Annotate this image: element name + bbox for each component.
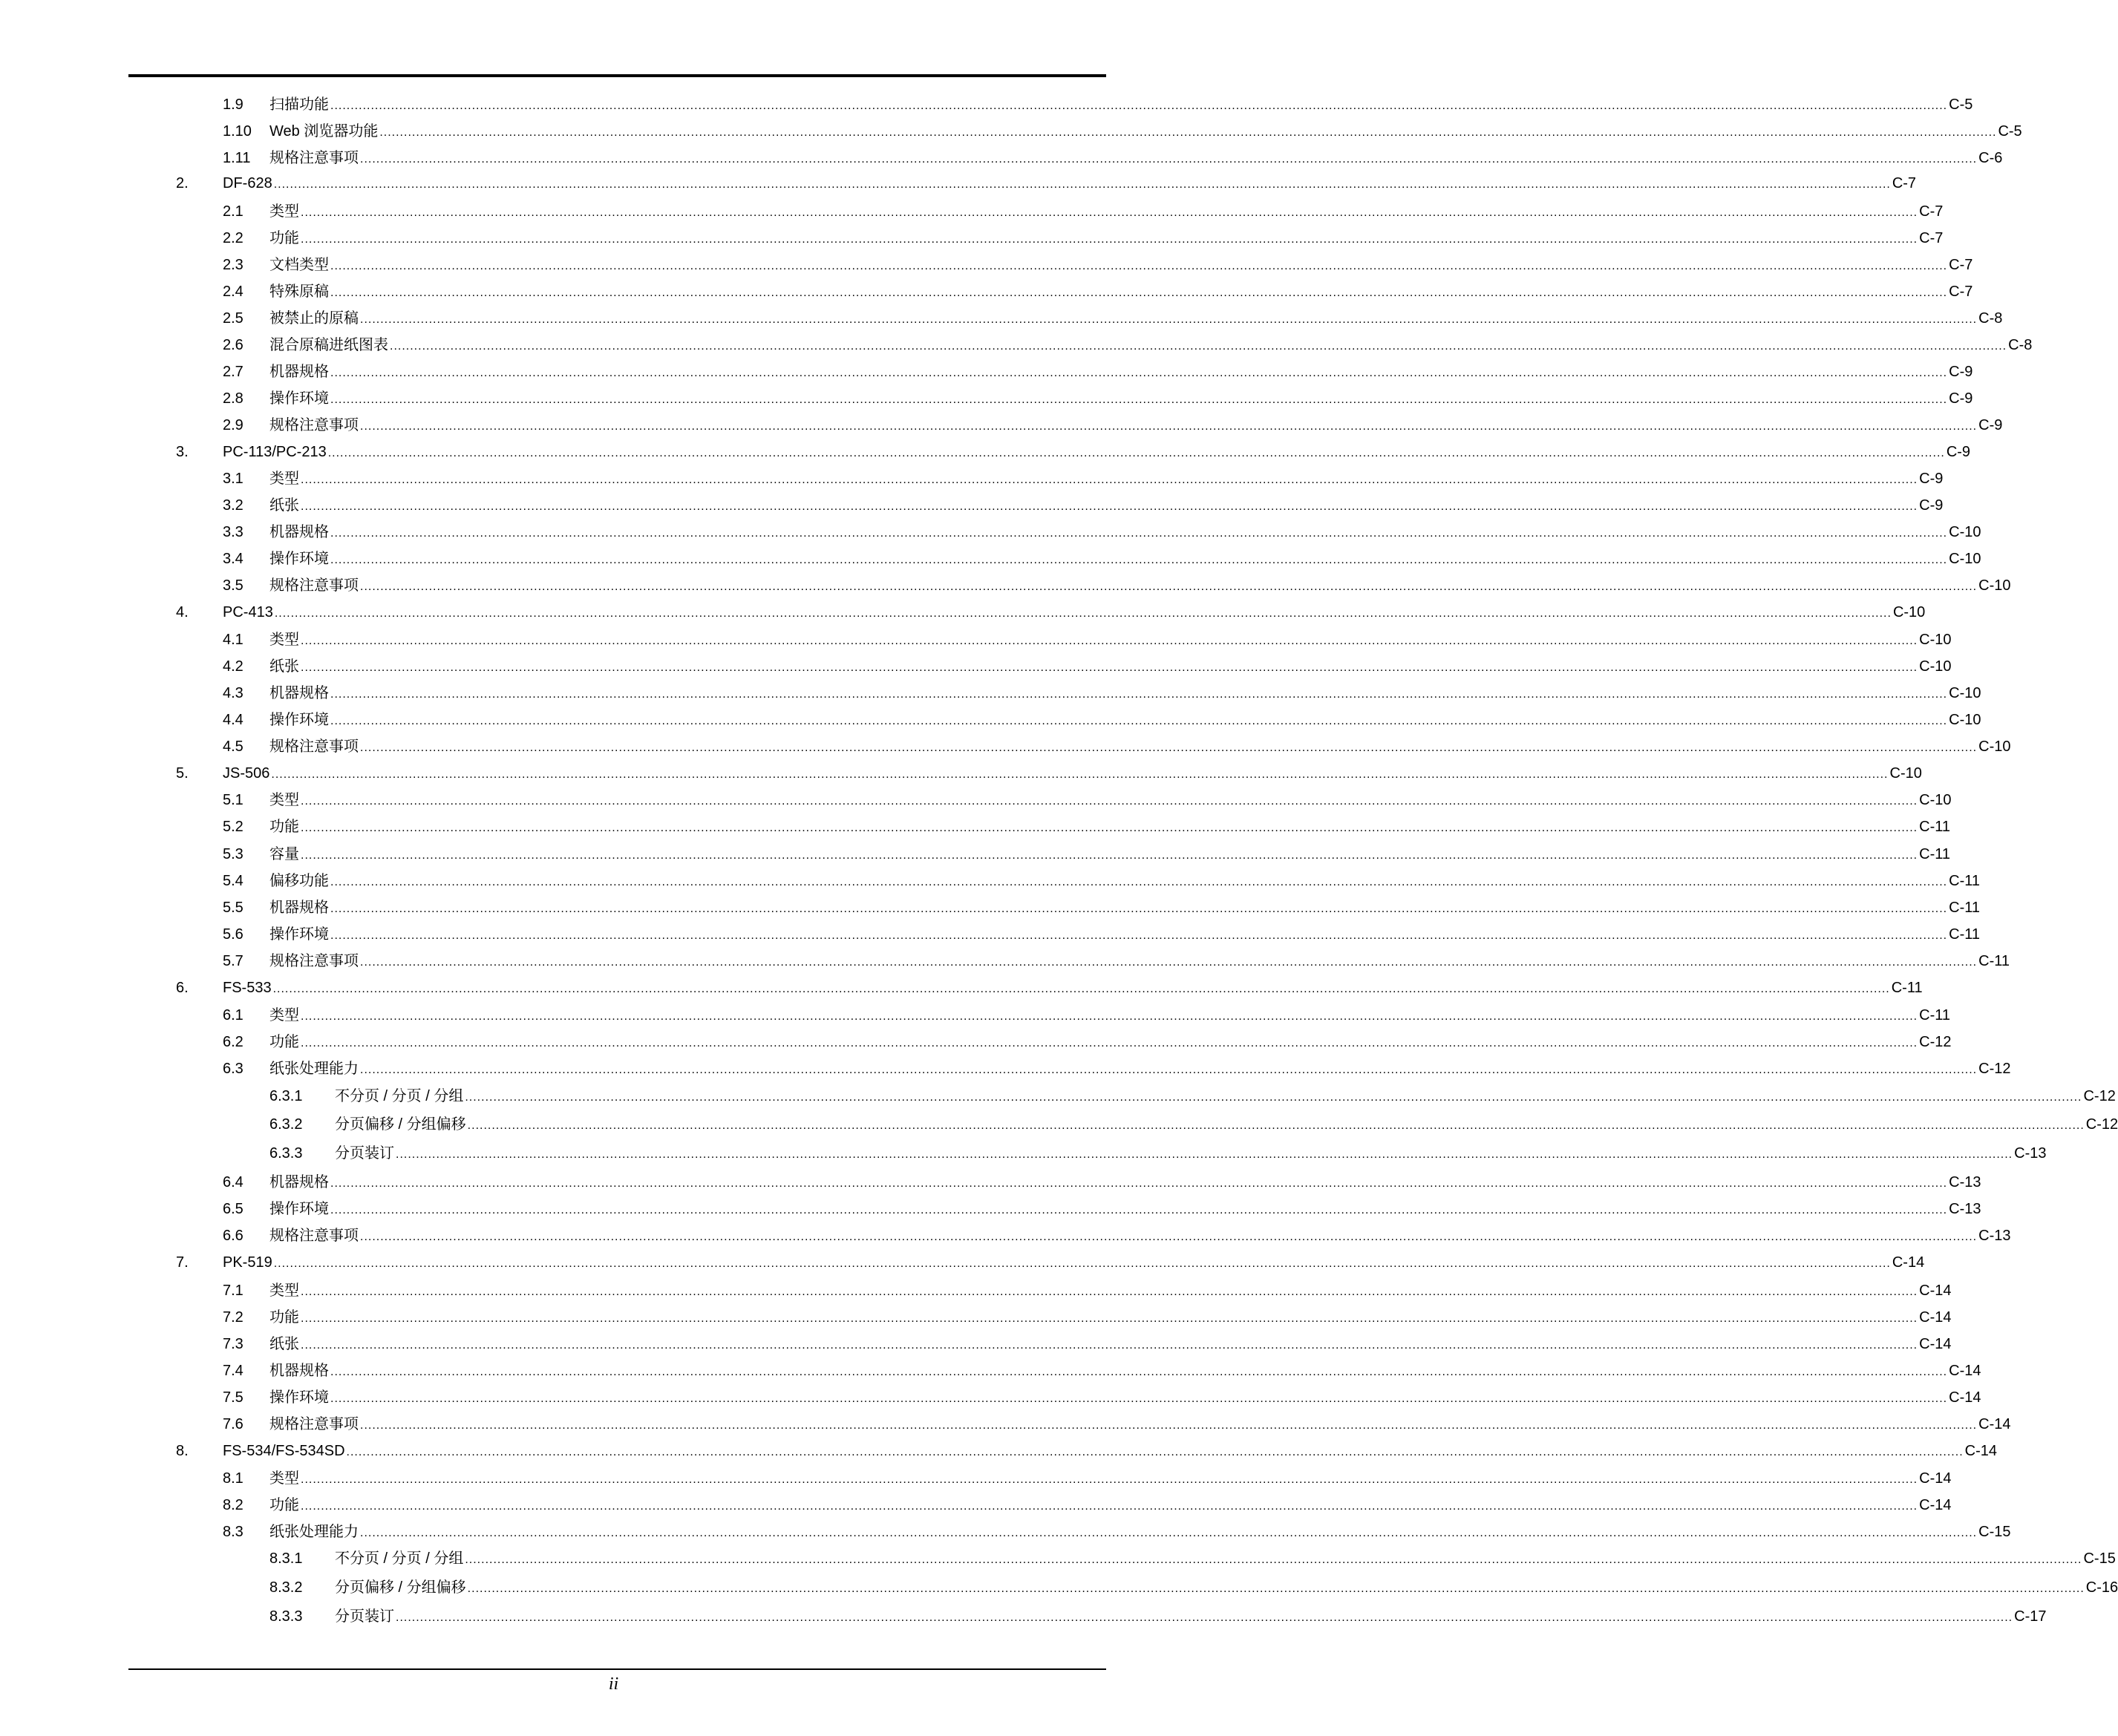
toc-entry-title: 操作环境 — [269, 712, 329, 728]
toc-entry-page: C-11 — [1978, 953, 2010, 969]
toc-entry-title: 特殊原稿 — [269, 284, 329, 300]
dot-leader: ................................................................................................................................................................................................................................................................................................................................................................................................................ — [330, 929, 1948, 942]
toc-entry[interactable] — [223, 897, 1980, 919]
toc-entry-title: 纸张处理能力 — [269, 1524, 359, 1540]
footer-rule — [128, 1668, 1106, 1670]
toc-entry-title: 类型 — [269, 203, 299, 220]
toc-entry-page: C-11 — [1919, 819, 1950, 835]
toc-entry[interactable] — [223, 950, 2010, 972]
toc-entry-number: 6.3 — [223, 1061, 243, 1077]
toc-entry[interactable] — [223, 521, 1981, 543]
dot-leader: ................................................................................................................................................................................................................................................................................................................................................................................................................ — [330, 393, 1948, 406]
toc-entry-title: 功能 — [269, 1497, 299, 1513]
toc-entry-title: PC-413 — [223, 604, 273, 620]
toc-entry-title: 类型 — [269, 1283, 299, 1299]
dot-leader: ................................................................................................................................................................................................................................................................................................................................................................................................................ — [360, 580, 1978, 593]
toc-entry[interactable] — [176, 172, 1917, 194]
toc-entry-number: 2.3 — [223, 257, 243, 273]
toc-entry-title: 类型 — [269, 632, 299, 648]
toc-entry[interactable] — [269, 1605, 2047, 1628]
toc-entry-page: C-10 — [1919, 658, 1952, 675]
toc-entry-page: C-13 — [1949, 1201, 1981, 1217]
dot-leader: ................................................................................................................................................................................................................................................................................................................................................................................................................ — [301, 474, 1918, 486]
toc-entry-title: JS-506 — [223, 765, 270, 782]
toc-entry-title: 操作环境 — [269, 926, 329, 943]
toc-entry-number: 7.5 — [223, 1389, 243, 1406]
toc-entry[interactable] — [223, 816, 1950, 838]
toc-entry-title: 分页偏移 / 分组偏移 — [335, 1579, 466, 1596]
toc-entry[interactable] — [223, 94, 1973, 116]
toc-entry-title: 规格注意事项 — [269, 150, 359, 166]
toc-entry-title: Web 浏览器功能 — [269, 123, 379, 140]
toc-entry-page: C-17 — [2014, 1608, 2047, 1625]
toc-entry[interactable] — [223, 629, 1952, 651]
dot-leader: ................................................................................................................................................................................................................................................................................................................................................................................................................ — [301, 822, 1918, 834]
dot-leader: ................................................................................................................................................................................................................................................................................................................................................................................................................ — [301, 500, 1918, 513]
toc-entry-number: 7.4 — [223, 1363, 243, 1379]
toc-entry-title: 规格注意事项 — [269, 738, 359, 755]
dot-leader: ................................................................................................................................................................................................................................................................................................................................................................................................................ — [301, 1010, 1918, 1023]
toc-entry-number: 6.1 — [223, 1007, 243, 1023]
toc-entry-page: C-8 — [2008, 337, 2033, 353]
toc-entry-page: C-12 — [1978, 1061, 2011, 1077]
toc-entry-number: 7.3 — [223, 1336, 243, 1352]
toc-entry-title: 扫描功能 — [269, 96, 329, 113]
toc-entry-page: C-14 — [1919, 1470, 1952, 1487]
toc-entry-number: 8.3.1 — [269, 1550, 303, 1567]
toc-entry[interactable] — [223, 574, 2011, 597]
toc-entry[interactable] — [223, 1198, 1981, 1220]
toc-entry[interactable] — [176, 1251, 1925, 1274]
toc-entry-title: 规格注意事项 — [269, 1416, 359, 1432]
toc-entry[interactable] — [223, 1360, 1981, 1382]
toc-entry-title: 类型 — [269, 1470, 299, 1487]
toc-entry-page: C-9 — [1978, 417, 2003, 433]
dot-leader: ................................................................................................................................................................................................................................................................................................................................................................................................................ — [301, 1312, 1918, 1325]
toc-entry-page: C-10 — [1889, 765, 1922, 782]
toc-entry-title: 机器规格 — [269, 1174, 329, 1190]
toc-entry-title: PC-113/PC-213 — [223, 444, 327, 460]
dot-leader: ................................................................................................................................................................................................................................................................................................................................................................................................................ — [330, 1204, 1948, 1216]
dot-leader: ................................................................................................................................................................................................................................................................................................................................................................................................................ — [301, 1500, 1918, 1513]
toc-entry[interactable] — [223, 494, 1944, 517]
toc-entry[interactable] — [176, 601, 1926, 623]
toc-entry[interactable] — [223, 1171, 1981, 1193]
dot-leader: ................................................................................................................................................................................................................................................................................................................................................................................................................ — [396, 1611, 2013, 1624]
toc-entry-number: 1.9 — [223, 96, 243, 113]
dot-leader: ................................................................................................................................................................................................................................................................................................................................................................................................................ — [330, 367, 1948, 379]
toc-entry[interactable] — [223, 709, 1981, 731]
toc-entry[interactable] — [223, 120, 2022, 143]
toc-entry-title: 被禁止的原稿 — [269, 310, 359, 327]
toc-entry-page: C-7 — [1919, 203, 1944, 220]
toc-entry-number: 8.2 — [223, 1497, 243, 1513]
toc-entry-title: 类型 — [269, 792, 299, 808]
toc-entry[interactable] — [223, 361, 1973, 383]
toc-entry[interactable] — [223, 307, 2003, 330]
dot-leader: ................................................................................................................................................................................................................................................................................................................................................................................................................ — [360, 313, 1978, 326]
toc-entry-page: C-14 — [1919, 1309, 1952, 1326]
toc-entry-number: 3.3 — [223, 524, 243, 540]
toc-entry-page: C-14 — [1892, 1254, 1925, 1271]
toc-entry-title: 分页装订 — [335, 1608, 394, 1625]
dot-leader: ................................................................................................................................................................................................................................................................................................................................................................................................................ — [271, 768, 1889, 781]
dot-leader: ................................................................................................................................................................................................................................................................................................................................................................................................................ — [396, 1148, 2013, 1161]
toc-entry-number: 5.5 — [223, 900, 243, 916]
toc-entry[interactable] — [223, 1386, 1981, 1409]
toc-entry-page: C-10 — [1949, 551, 1981, 567]
dot-leader: ................................................................................................................................................................................................................................................................................................................................................................................................................ — [330, 99, 1948, 112]
dot-leader: ................................................................................................................................................................................................................................................................................................................................................................................................................ — [360, 1231, 1978, 1243]
toc-entry-number: 2.6 — [223, 337, 243, 353]
toc-entry-page: C-7 — [1949, 284, 1973, 300]
toc-entry-title: 功能 — [269, 230, 299, 246]
toc-entry-number: 5.6 — [223, 926, 243, 943]
toc-entry-number: 5.7 — [223, 953, 243, 969]
toc-entry[interactable] — [223, 1494, 1952, 1516]
toc-entry[interactable] — [223, 923, 1980, 946]
toc-entry-number: 5.3 — [223, 846, 243, 862]
toc-entry-number: 7.1 — [223, 1283, 243, 1299]
dot-leader: ................................................................................................................................................................................................................................................................................................................................................................................................................ — [327, 447, 1945, 459]
toc-entry-number: 4.4 — [223, 712, 243, 728]
toc-entry-title: 机器规格 — [269, 364, 329, 380]
dot-leader: ................................................................................................................................................................................................................................................................................................................................................................................................................ — [301, 661, 1918, 674]
dot-leader: ................................................................................................................................................................................................................................................................................................................................................................................................................ — [301, 1285, 1918, 1298]
dot-leader: ................................................................................................................................................................................................................................................................................................................................................................................................................ — [467, 1582, 2085, 1595]
toc-entry-title: 规格注意事项 — [269, 1228, 359, 1244]
toc-entry-number: 4.2 — [223, 658, 243, 675]
toc-entry-page: C-6 — [1978, 150, 2003, 166]
toc-entry[interactable] — [223, 1004, 1950, 1026]
toc-entry-page: C-10 — [1919, 792, 1952, 808]
toc-entry-page: C-11 — [1891, 980, 1923, 996]
toc-entry-number: 6.6 — [223, 1228, 243, 1244]
toc-entry-title: 操作环境 — [269, 1201, 329, 1217]
dot-leader: ................................................................................................................................................................................................................................................................................................................................................................................................................ — [272, 983, 1890, 995]
toc-entry-page: C-11 — [1919, 1007, 1950, 1023]
toc-entry-number: 1.10 — [223, 123, 252, 140]
toc-entry-page: C-10 — [1949, 712, 1981, 728]
dot-leader: ................................................................................................................................................................................................................................................................................................................................................................................................................ — [330, 1177, 1948, 1190]
toc-entry-number: 7.2 — [223, 1309, 243, 1326]
toc-entry-title: 功能 — [269, 1034, 299, 1050]
toc-entry-page: C-10 — [1919, 632, 1952, 648]
toc-entry[interactable] — [223, 655, 1952, 678]
toc-entry-page: C-15 — [1978, 1524, 2011, 1540]
toc-entry-title: 功能 — [269, 819, 299, 835]
toc-entry-number: 6.3.1 — [269, 1088, 303, 1104]
toc-entry-number: 8.1 — [223, 1470, 243, 1487]
toc-entry-page: C-5 — [1949, 96, 1973, 113]
toc-entry[interactable] — [223, 1031, 1952, 1053]
toc-entry-title: 操作环境 — [269, 551, 329, 567]
toc-entry-page: C-11 — [1919, 846, 1950, 862]
toc-entry-number: 2. — [176, 175, 189, 191]
toc-entry[interactable] — [223, 736, 2011, 758]
toc-entry[interactable] — [223, 789, 1952, 811]
toc-entry[interactable] — [223, 1333, 1952, 1355]
toc-entry[interactable] — [269, 1085, 2116, 1107]
dot-leader: ................................................................................................................................................................................................................................................................................................................................................................................................................ — [301, 1339, 1918, 1352]
toc-entry[interactable] — [223, 1225, 2011, 1247]
toc-entry-page: C-14 — [1919, 1497, 1952, 1513]
toc-entry-page: C-12 — [1919, 1034, 1952, 1050]
toc-entry-number: 2.4 — [223, 284, 243, 300]
toc-entry[interactable] — [176, 762, 1922, 785]
toc-entry[interactable] — [269, 1142, 2047, 1165]
dot-leader: ................................................................................................................................................................................................................................................................................................................................................................................................................ — [301, 1037, 1918, 1049]
dot-leader: ................................................................................................................................................................................................................................................................................................................................................................................................................ — [330, 527, 1948, 540]
toc-entry-page: C-9 — [1949, 364, 1973, 380]
toc-entry[interactable] — [223, 1058, 2011, 1080]
toc-entry-title: 类型 — [269, 1007, 299, 1023]
dot-leader: ................................................................................................................................................................................................................................................................................................................................................................................................................ — [379, 126, 1997, 139]
toc-entry-title: 分页偏移 / 分组偏移 — [335, 1116, 466, 1133]
toc-entry[interactable] — [223, 548, 1981, 570]
toc-entry-page: C-15 — [2083, 1550, 2116, 1567]
dot-leader: ................................................................................................................................................................................................................................................................................................................................................................................................................ — [301, 795, 1918, 808]
toc-entry-title: 文档类型 — [269, 257, 329, 273]
toc-entry-number: 6. — [176, 980, 189, 996]
toc-entry-number: 8.3.3 — [269, 1608, 303, 1625]
toc-entry-page: C-14 — [1964, 1443, 1997, 1459]
toc-entry-page: C-11 — [1949, 873, 1980, 889]
dot-leader: ................................................................................................................................................................................................................................................................................................................................................................................................................ — [301, 233, 1918, 246]
toc-entry-title: 机器规格 — [269, 1363, 329, 1379]
dot-leader: ................................................................................................................................................................................................................................................................................................................................................................................................................ — [465, 1091, 2082, 1104]
toc-entry-title: 分页装订 — [335, 1145, 394, 1162]
toc-entry-number: 4. — [176, 604, 189, 620]
toc-entry-page: C-7 — [1892, 175, 1917, 191]
toc-entry-page: C-9 — [1949, 390, 1973, 407]
toc-entry-number: 7. — [176, 1254, 189, 1271]
toc-entry[interactable] — [269, 1576, 2118, 1599]
toc-entry-page: C-10 — [1978, 738, 2011, 755]
toc-entry-page: C-9 — [1919, 497, 1944, 514]
dot-leader: ................................................................................................................................................................................................................................................................................................................................................................................................................ — [360, 1527, 1978, 1539]
dot-leader: ................................................................................................................................................................................................................................................................................................................................................................................................................ — [465, 1553, 2082, 1566]
toc-entry-number: 3.1 — [223, 471, 243, 487]
toc-entry[interactable] — [223, 1467, 1952, 1490]
toc-entry[interactable] — [223, 414, 2003, 436]
toc-entry-title: 机器规格 — [269, 685, 329, 701]
toc-entry-page: C-13 — [1949, 1174, 1981, 1190]
toc-entry-page: C-9 — [1919, 471, 1944, 487]
toc-entry-number: 3.5 — [223, 577, 243, 594]
dot-leader: ................................................................................................................................................................................................................................................................................................................................................................................................................ — [330, 260, 1948, 272]
dot-leader: ................................................................................................................................................................................................................................................................................................................................................................................................................ — [330, 876, 1948, 888]
toc-entry-title: 纸张 — [269, 1336, 299, 1352]
toc-entry-title: 类型 — [269, 471, 299, 487]
toc-entry-number: 2.7 — [223, 364, 243, 380]
toc-entry-number: 2.2 — [223, 230, 243, 246]
toc-entry[interactable] — [223, 227, 1944, 249]
toc-entry[interactable] — [176, 1440, 1997, 1462]
dot-leader: ................................................................................................................................................................................................................................................................................................................................................................................................................ — [330, 688, 1948, 701]
toc-entry-title: PK-519 — [223, 1254, 272, 1271]
toc-entry-title: 规格注意事项 — [269, 577, 359, 594]
toc-entry[interactable] — [269, 1547, 2116, 1570]
toc-entry-number: 2.8 — [223, 390, 243, 407]
toc-entry-number: 3.2 — [223, 497, 243, 514]
dot-leader: ................................................................................................................................................................................................................................................................................................................................................................................................................ — [301, 206, 1918, 219]
dot-leader: ................................................................................................................................................................................................................................................................................................................................................................................................................ — [360, 153, 1978, 166]
toc-entry-page: C-8 — [1978, 310, 2003, 327]
toc-entry[interactable] — [223, 147, 2003, 169]
toc-entry-title: 混合原稿进纸图表 — [269, 337, 388, 353]
toc-entry-page: C-12 — [2085, 1116, 2118, 1133]
toc-entry-page: C-10 — [1949, 524, 1981, 540]
toc-entry-page: C-9 — [1946, 444, 1971, 460]
toc-entry-number: 6.4 — [223, 1174, 243, 1190]
dot-leader: ................................................................................................................................................................................................................................................................................................................................................................................................................ — [301, 635, 1918, 647]
dot-leader: ................................................................................................................................................................................................................................................................................................................................................................................................................ — [330, 1366, 1948, 1378]
dot-leader: ................................................................................................................................................................................................................................................................................................................................................................................................................ — [360, 420, 1978, 433]
toc-entry-number: 5.2 — [223, 819, 243, 835]
toc-entry-title: FS-534/FS-534SD — [223, 1443, 345, 1459]
toc-entry[interactable] — [223, 387, 1973, 410]
toc-entry-page: C-13 — [2014, 1145, 2047, 1162]
toc-entry[interactable] — [223, 468, 1944, 490]
toc-entry-number: 1.11 — [223, 150, 251, 166]
toc-entry-number: 8.3.2 — [269, 1579, 303, 1596]
toc-entry[interactable] — [223, 843, 1950, 865]
toc-entry-page: C-14 — [1949, 1389, 1981, 1406]
toc-entry-number: 2.1 — [223, 203, 243, 220]
dot-leader: ................................................................................................................................................................................................................................................................................................................................................................................................................ — [301, 1473, 1918, 1486]
toc-entry-title: 不分页 / 分页 / 分组 — [335, 1550, 464, 1567]
toc-entry-page: C-5 — [1998, 123, 2022, 140]
toc-entry-page: C-11 — [1949, 900, 1980, 916]
dot-leader: ................................................................................................................................................................................................................................................................................................................................................................................................................ — [330, 903, 1948, 915]
dot-leader: ................................................................................................................................................................................................................................................................................................................................................................................................................ — [301, 849, 1918, 862]
toc-entry-title: 操作环境 — [269, 390, 329, 407]
dot-leader: ................................................................................................................................................................................................................................................................................................................................................................................................................ — [360, 1419, 1978, 1432]
toc-entry[interactable] — [223, 200, 1944, 223]
dot-leader: ................................................................................................................................................................................................................................................................................................................................................................................................................ — [467, 1119, 2085, 1132]
toc-entry-number: 7.6 — [223, 1416, 243, 1432]
toc-entry[interactable] — [223, 1521, 2011, 1543]
toc-entry-title: 功能 — [269, 1309, 299, 1326]
toc-entry-number: 6.2 — [223, 1034, 243, 1050]
dot-leader: ................................................................................................................................................................................................................................................................................................................................................................................................................ — [346, 1446, 1964, 1458]
toc-entry-title: 纸张 — [269, 497, 299, 514]
toc-entry-number: 4.5 — [223, 738, 243, 755]
toc-entry[interactable] — [176, 977, 1923, 999]
dot-leader: ................................................................................................................................................................................................................................................................................................................................................................................................................ — [274, 607, 1892, 620]
toc-entry-page: C-14 — [1949, 1363, 1981, 1379]
toc-entry[interactable] — [223, 1413, 2011, 1435]
toc-entry-page: C-10 — [1949, 685, 1981, 701]
toc-entry-page: C-10 — [1892, 604, 1926, 620]
dot-leader: ................................................................................................................................................................................................................................................................................................................................................................................................................ — [360, 956, 1978, 969]
toc-entry-page: C-16 — [2085, 1579, 2118, 1596]
dot-leader: ................................................................................................................................................................................................................................................................................................................................................................................................................ — [330, 554, 1948, 566]
toc-entry[interactable] — [176, 441, 1971, 463]
toc-entry-title: 机器规格 — [269, 524, 329, 540]
toc-entry-number: 5. — [176, 765, 189, 782]
toc-entry-title: 容量 — [269, 846, 299, 862]
toc-entry[interactable] — [223, 254, 1973, 276]
toc-entry-page: C-10 — [1978, 577, 2011, 594]
toc-entry-page: C-7 — [1949, 257, 1973, 273]
toc-entry-title: 不分页 / 分页 / 分组 — [335, 1088, 464, 1104]
toc-entry-title: 纸张处理能力 — [269, 1061, 359, 1077]
toc-entry-number: 8.3 — [223, 1524, 243, 1540]
toc-entry-page: C-12 — [2083, 1088, 2116, 1104]
toc-entry-title: 偏移功能 — [269, 873, 329, 889]
toc-entry-number: 4.3 — [223, 685, 243, 701]
toc-entry[interactable] — [223, 334, 2033, 356]
toc-entry-page: C-14 — [1919, 1336, 1952, 1352]
toc-entry-title: FS-533 — [223, 980, 272, 996]
toc-entry-title: DF-628 — [223, 175, 272, 191]
dot-leader: ................................................................................................................................................................................................................................................................................................................................................................................................................ — [330, 286, 1948, 299]
toc-entry-page: C-14 — [1919, 1283, 1952, 1299]
toc-entry-number: 4.1 — [223, 632, 243, 648]
dot-leader: ................................................................................................................................................................................................................................................................................................................................................................................................................ — [330, 1392, 1948, 1405]
toc-entry[interactable] — [223, 1280, 1952, 1302]
toc-entry-title: 规格注意事项 — [269, 417, 359, 433]
toc-entry-number: 6.3.3 — [269, 1145, 303, 1162]
toc-entry-number: 5.4 — [223, 873, 243, 889]
toc-entry[interactable] — [223, 682, 1981, 704]
toc-entry-page: C-11 — [1949, 926, 1980, 943]
toc-entry[interactable] — [269, 1113, 2118, 1136]
dot-leader: ................................................................................................................................................................................................................................................................................................................................................................................................................ — [273, 178, 1891, 191]
toc-entry-page: C-7 — [1919, 230, 1944, 246]
toc-entry-title: 规格注意事项 — [269, 953, 359, 969]
toc-entry-page: C-13 — [1978, 1228, 2011, 1244]
page-number: ii — [608, 1674, 619, 1694]
toc-entry-title: 机器规格 — [269, 900, 329, 916]
toc-entry-number: 3.4 — [223, 551, 243, 567]
toc-entry-title: 操作环境 — [269, 1389, 329, 1406]
toc-entry-number: 3. — [176, 444, 189, 460]
dot-leader: ................................................................................................................................................................................................................................................................................................................................................................................................................ — [390, 340, 2007, 353]
toc-entry[interactable] — [223, 1306, 1952, 1329]
toc-entry-title: 纸张 — [269, 658, 299, 675]
toc-entry-number: 5.1 — [223, 792, 243, 808]
dot-leader: ................................................................................................................................................................................................................................................................................................................................................................................................................ — [360, 741, 1978, 754]
toc-entry-number: 6.5 — [223, 1201, 243, 1217]
dot-leader: ................................................................................................................................................................................................................................................................................................................................................................................................................ — [273, 1257, 1891, 1270]
toc-entry-number: 2.5 — [223, 310, 243, 327]
dot-leader: ................................................................................................................................................................................................................................................................................................................................................................................................................ — [330, 715, 1948, 727]
toc-entry-number: 8. — [176, 1443, 189, 1459]
toc-entry-page: C-14 — [1978, 1416, 2011, 1432]
toc-entry-number: 2.9 — [223, 417, 243, 433]
dot-leader: ................................................................................................................................................................................................................................................................................................................................................................................................................ — [360, 1064, 1978, 1076]
toc-entry[interactable] — [223, 281, 1973, 303]
toc-entry[interactable] — [223, 870, 1980, 892]
toc-entry-number: 6.3.2 — [269, 1116, 303, 1133]
